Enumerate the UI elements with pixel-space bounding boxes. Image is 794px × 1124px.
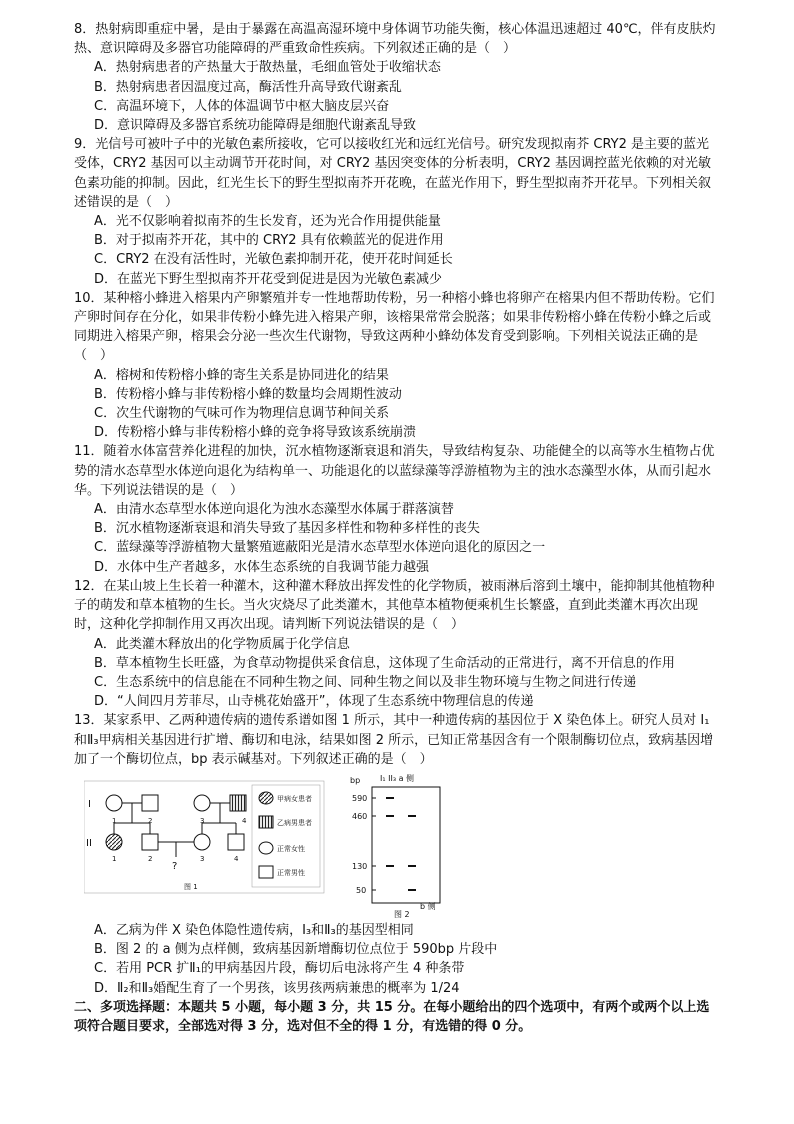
- option-c: C．次生代谢物的气味可作为物理信息调节种间关系: [94, 406, 390, 422]
- ind-label: 3: [200, 854, 205, 863]
- individual-i3: [194, 795, 210, 811]
- legend-label: 正常女性: [277, 844, 305, 853]
- individual-ii4: [228, 834, 244, 850]
- question-12: [74, 577, 722, 711]
- question-stem: 11．随着水体富营养化进程的加快，沉水植物逐渐衰退和消失，导致结构复杂、功能健全的以高等水生植物占优势的清水态草型水体逆向退化为结构单一、功能退化的以蓝绿藻等浮游植物为主的浊水态藻型水体，从而引起水华。下列说法错误的是（ ）: [74, 444, 715, 498]
- figure2-caption: 图 2: [394, 909, 410, 919]
- ind-label: 1: [112, 854, 117, 863]
- option-d: D．Ⅱ₂和Ⅱ₃婚配生育了一个男孩，该男孩两病兼患的概率为 1/24: [94, 980, 460, 996]
- individual-ii3: [194, 834, 210, 850]
- option-a: A．由清水态草型水体逆向退化为浊水态藻型水体属于群落演替: [94, 502, 454, 518]
- individual-i1: [106, 795, 122, 811]
- option-a: A．榕树和传粉榕小蜂的寄生关系是协同进化的结果: [94, 367, 389, 383]
- pedigree-figure: [84, 777, 367, 927]
- option-b: B．热射病患者因温度过高，酶活性升高导致代谢紊乱: [94, 79, 402, 95]
- option-c: C．生态系统中的信息能在不同种生物之间、同种生物之间以及非生物环境与生物之间进行传递: [94, 674, 637, 690]
- option-c: C．蓝绿藻等浮游植物大量繁殖遮蔽阳光是清水态草型水体逆向退化的原因之一: [94, 540, 546, 556]
- option-d: D．水体中生产者越多，水体生态系统的自我调节能力越强: [94, 559, 430, 575]
- question-mark: ?: [172, 860, 178, 872]
- ind-label: 1: [112, 816, 117, 825]
- question-stem: 10．某种榕小蜂进入榕果内产卵繁殖并专一性地帮助传粉，另一种榕小蜂也将卵产在榕果内但不帮助传粉。它们产卵时间存在分化，如果非传粉小蜂先进入榕果产卵，该榕果常常会脱落；如果非传粉榕小蜂在传粉小蜂之后或同期进入榕果产卵，榕果会分泌一些次生代谢物，导致这两种小蜂幼体发育受到影响。下列相关说法正确的是（ ）: [74, 290, 715, 364]
- question-9: [74, 135, 722, 289]
- section-heading: 二、多项选择题：本题共 5 小题，每小题 3 分，共 15 分。在每小题给出的四个选项中，有两个或两个以上选项符合题目要求，全部选对得 3 分，选对但不全的得 1 分，有选错的得 0 分。: [74, 999, 710, 1034]
- legend-label: 乙病男患者: [277, 818, 312, 827]
- legend-affected-male-icon: [259, 816, 273, 828]
- option-b: B．草本植物生长旺盛，为食草动物提供采食信息，这体现了生命活动的正常进行，离不开信息的作用: [94, 655, 675, 671]
- individual-ii1: [106, 834, 122, 850]
- exam-page: [74, 20, 722, 1036]
- legend-normal-male-icon: [259, 866, 273, 878]
- question-13: [74, 711, 722, 997]
- option-d: D．在蓝光下野生型拟南芥开花受到促进是因为光敏色素减少: [94, 271, 443, 287]
- figure2-bottom: b 侧: [420, 901, 436, 911]
- individual-ii2: [142, 834, 158, 850]
- electrophoresis-figure: [334, 769, 484, 919]
- figure1-caption: 图 1: [184, 882, 198, 891]
- option-b: B．沉水植物逐渐衰退和消失导致了基因多样性和物种多样性的丧失: [94, 521, 480, 537]
- option-b: B．图 2 的 a 侧为点样侧，致病基因新增酶切位点位于 590bp 片段中: [94, 942, 498, 958]
- option-c: C．高温环境下，人体的体温调节中枢大脑皮层兴奋: [94, 98, 390, 114]
- tick-label: 590: [352, 793, 368, 803]
- question-10: [74, 289, 722, 443]
- legend-affected-female-icon: [259, 792, 273, 804]
- option-d: D．传粉榕小蜂与非传粉榕小蜂的竞争将导致该系统崩溃: [94, 425, 417, 441]
- option-c: C．CRY2 在没有活性时，光敏色素抑制开花，使开花时间延长: [94, 252, 453, 268]
- question-stem: 13．某家系甲、乙两种遗传病的遗传系谱如图 1 所示，其中一种遗传病的基因位于 X 染色体上。研究人员对 I₁和Ⅱ₃甲病相关基因进行扩增、酶切和电泳，结果如图 2 所示，已知正常基因含有一个限制酶切位点，致病基因增加了一个酶切位点，bp 表示碱基对。下列叙述正确的是（ ）: [74, 713, 714, 767]
- option-b: B．对于拟南芥开花，其中的 CRY2 具有依赖蓝光的促进作用: [94, 233, 444, 249]
- ind-label: 4: [242, 816, 247, 825]
- option-d: D．“人间四月芳菲尽，山寺桃花始盛开”，体现了生态系统中物理信息的传递: [94, 694, 534, 710]
- ind-label: 2: [148, 854, 153, 863]
- option-b: B．传粉榕小蜂与非传粉榕小蜂的数量均会周期性波动: [94, 386, 402, 402]
- option-a: A．热射病患者的产热量大于散热量，毛细血管处于收缩状态: [94, 60, 441, 76]
- option-a: A．此类灌木释放出的化学物质属于化学信息: [94, 636, 350, 652]
- figure2-unit: bp: [350, 775, 361, 785]
- generation-label-1: I: [88, 798, 91, 810]
- ind-label: 3: [200, 816, 205, 825]
- question-stem: 12．在某山坡上生长着一种灌木，这种灌木释放出挥发性的化学物质，被雨淋后溶到土壤中，能抑制其他植物种子的萌发和草本植物的生长。当火灾烧尽了此类灌木，其他草本植物便乘机生长繁盛，直到此类灌木再次出现时，这种化学抑制作用又再次出现。请判断下列说法错误的是（ ）: [74, 578, 715, 633]
- option-d: D．意识障碍及多器官系统功能障碍是细胞代谢紊乱导致: [94, 118, 417, 134]
- gel-frame: [372, 787, 440, 903]
- tick-label: 130: [352, 861, 368, 871]
- question-stem: 9．光信号可被叶子中的光敏色素所接收，它可以接收红光和远红光信号。研究发现拟南芥 CRY2 是主要的蓝光受体，CRY2 基因可以主动调节开花时间，对 CRY2 基因突变体的分析表明，CRY2 基因调控蓝光依赖的对光敏色素功能的抑制。因此，红光生长下的野生型拟南芥开花晚，在蓝光作用下，野生型拟南芥开花早。下列相关叙述错误的是（ ）: [74, 137, 712, 210]
- figures: [74, 769, 722, 921]
- legend-label: 甲病女患者: [277, 794, 312, 803]
- individual-i4: [230, 795, 246, 811]
- question-11: [74, 442, 722, 576]
- ind-label: 2: [148, 816, 153, 825]
- generation-label-2: II: [86, 837, 92, 849]
- option-c: C．若用 PCR 扩Ⅱ₁的甲病基因片段，酶切后电泳将产生 4 种条带: [94, 961, 465, 977]
- option-a: A．乙病为伴 X 染色体隐性遗传病，I₃和Ⅱ₃的基因型相同: [94, 922, 414, 938]
- legend-label: 正常男性: [277, 868, 305, 877]
- option-a: A．光不仅影响着拟南芥的生长发育，还为光合作用提供能量: [94, 214, 441, 230]
- tick-label: 460: [352, 811, 368, 821]
- tick-label: 50: [356, 885, 367, 895]
- figure2-header: I₁ II₃ a 侧: [380, 773, 415, 783]
- ind-label: 4: [234, 854, 239, 863]
- question-8: [74, 20, 722, 135]
- question-stem: 8．热射病即重症中暑，是由于暴露在高温高湿环境中身体调节功能失衡，核心体温迅速超过 40℃，伴有皮肤灼热、意识障碍及多器官功能障碍的严重致命性疾病。下列叙述正确的是（ ）: [74, 22, 716, 57]
- individual-i2: [142, 795, 158, 811]
- legend-normal-female-icon: [259, 842, 273, 854]
